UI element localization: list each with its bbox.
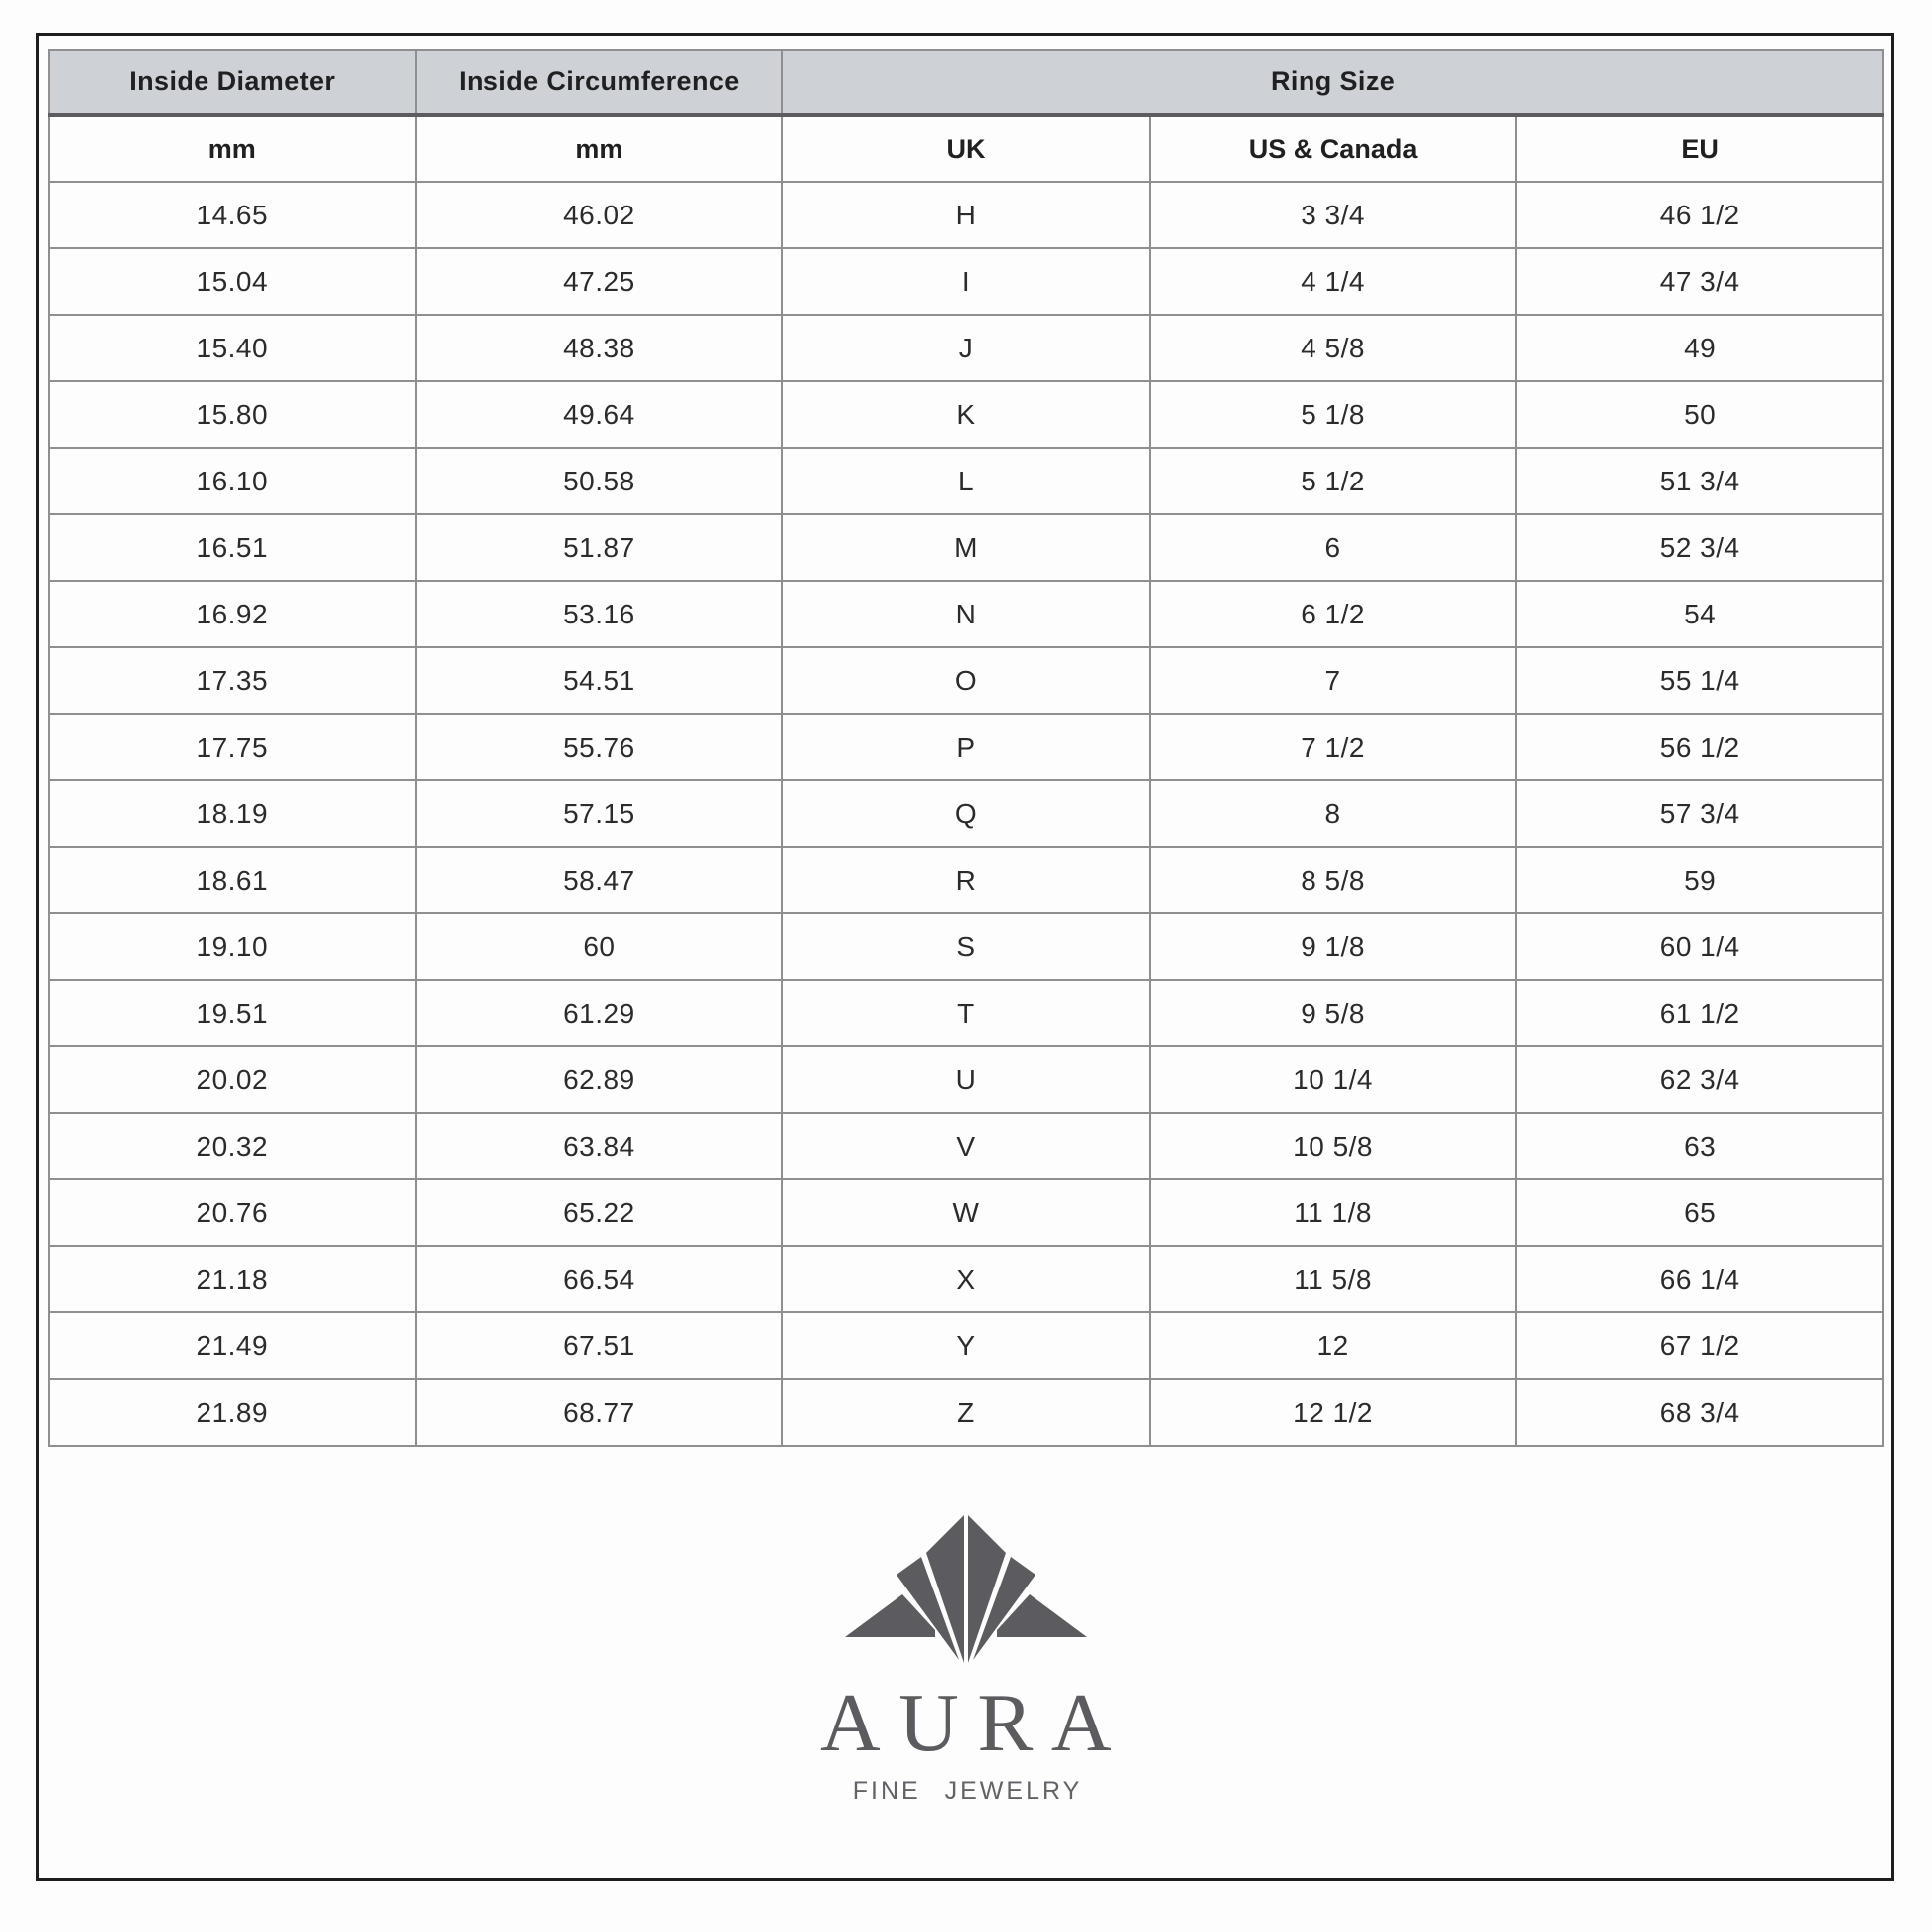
cell-uk-size: T	[782, 980, 1150, 1046]
cell-eu-size: 65	[1516, 1179, 1883, 1246]
header-inside-diameter: Inside Diameter	[49, 50, 416, 115]
cell-eu-size: 56 1/2	[1516, 714, 1883, 780]
cell-eu-size: 50	[1516, 381, 1883, 448]
cell-circumference-mm: 62.89	[416, 1046, 783, 1113]
cell-us-canada-size: 3 3/4	[1150, 182, 1517, 248]
header-inside-circumference: Inside Circumference	[416, 50, 783, 115]
cell-us-canada-size: 10 1/4	[1150, 1046, 1517, 1113]
table-row	[49, 780, 1883, 847]
cell-eu-size: 68 3/4	[1516, 1379, 1883, 1446]
cell-circumference-mm: 50.58	[416, 448, 783, 514]
table-row	[49, 1246, 1883, 1312]
cell-circumference-mm: 58.47	[416, 847, 783, 913]
cell-circumference-mm: 67.51	[416, 1312, 783, 1379]
cell-uk-size: P	[782, 714, 1150, 780]
cell-circumference-mm: 53.16	[416, 581, 783, 647]
table-row	[49, 913, 1883, 980]
cell-diameter-mm: 18.19	[49, 780, 416, 847]
cell-eu-size: 66 1/4	[1516, 1246, 1883, 1312]
cell-uk-size: O	[782, 647, 1150, 714]
cell-circumference-mm: 66.54	[416, 1246, 783, 1312]
subheader-diameter-mm: mm	[49, 115, 416, 182]
cell-us-canada-size: 9 5/8	[1150, 980, 1517, 1046]
cell-eu-size: 51 3/4	[1516, 448, 1883, 514]
cell-uk-size: Z	[782, 1379, 1150, 1446]
cell-diameter-mm: 20.32	[49, 1113, 416, 1179]
cell-diameter-mm: 15.80	[49, 381, 416, 448]
cell-diameter-mm: 21.18	[49, 1246, 416, 1312]
table-row	[49, 448, 1883, 514]
cell-circumference-mm: 55.76	[416, 714, 783, 780]
cell-diameter-mm: 17.75	[49, 714, 416, 780]
cell-diameter-mm: 16.10	[49, 448, 416, 514]
cell-uk-size: R	[782, 847, 1150, 913]
cell-uk-size: H	[782, 182, 1150, 248]
subheader-us-canada: US & Canada	[1150, 115, 1517, 182]
cell-us-canada-size: 7 1/2	[1150, 714, 1517, 780]
cell-diameter-mm: 15.40	[49, 315, 416, 381]
cell-us-canada-size: 5 1/8	[1150, 381, 1517, 448]
subheader-circumference-mm: mm	[416, 115, 783, 182]
table-row	[49, 1379, 1883, 1446]
header-group-row	[49, 50, 1883, 115]
art-deco-fan-icon	[839, 1507, 1093, 1670]
brand-logo	[0, 1507, 1932, 1804]
cell-circumference-mm: 63.84	[416, 1113, 783, 1179]
cell-us-canada-size: 6	[1150, 514, 1517, 581]
table-row	[49, 847, 1883, 913]
cell-diameter-mm: 20.02	[49, 1046, 416, 1113]
table-row	[49, 182, 1883, 248]
cell-us-canada-size: 7	[1150, 647, 1517, 714]
cell-us-canada-size: 11 1/8	[1150, 1179, 1517, 1246]
cell-diameter-mm: 16.51	[49, 514, 416, 581]
cell-us-canada-size: 5 1/2	[1150, 448, 1517, 514]
cell-us-canada-size: 12 1/2	[1150, 1379, 1517, 1446]
cell-us-canada-size: 4 1/4	[1150, 248, 1517, 315]
cell-eu-size: 54	[1516, 581, 1883, 647]
cell-eu-size: 57 3/4	[1516, 780, 1883, 847]
cell-circumference-mm: 47.25	[416, 248, 783, 315]
cell-eu-size: 67 1/2	[1516, 1312, 1883, 1379]
cell-uk-size: N	[782, 581, 1150, 647]
table-row	[49, 714, 1883, 780]
cell-uk-size: U	[782, 1046, 1150, 1113]
table-row	[49, 647, 1883, 714]
brand-tagline: FINE JEWELRY	[852, 1777, 1083, 1805]
cell-eu-size: 47 3/4	[1516, 248, 1883, 315]
table-row	[49, 581, 1883, 647]
header-ring-size: Ring Size	[782, 50, 1883, 115]
cell-eu-size: 62 3/4	[1516, 1046, 1883, 1113]
cell-circumference-mm: 51.87	[416, 514, 783, 581]
cell-circumference-mm: 54.51	[416, 647, 783, 714]
cell-circumference-mm: 49.64	[416, 381, 783, 448]
table-row	[49, 1113, 1883, 1179]
cell-diameter-mm: 21.49	[49, 1312, 416, 1379]
cell-diameter-mm: 14.65	[49, 182, 416, 248]
cell-eu-size: 55 1/4	[1516, 647, 1883, 714]
table-body	[49, 182, 1883, 1446]
cell-diameter-mm: 19.10	[49, 913, 416, 980]
cell-diameter-mm: 19.51	[49, 980, 416, 1046]
cell-us-canada-size: 8 5/8	[1150, 847, 1517, 913]
cell-us-canada-size: 12	[1150, 1312, 1517, 1379]
cell-eu-size: 52 3/4	[1516, 514, 1883, 581]
table-row	[49, 315, 1883, 381]
cell-diameter-mm: 18.61	[49, 847, 416, 913]
cell-diameter-mm: 17.35	[49, 647, 416, 714]
cell-uk-size: V	[782, 1113, 1150, 1179]
cell-uk-size: Y	[782, 1312, 1150, 1379]
table-row	[49, 1312, 1883, 1379]
table-row	[49, 1046, 1883, 1113]
cell-eu-size: 49	[1516, 315, 1883, 381]
cell-circumference-mm: 65.22	[416, 1179, 783, 1246]
table-row	[49, 381, 1883, 448]
cell-us-canada-size: 8	[1150, 780, 1517, 847]
cell-eu-size: 46 1/2	[1516, 182, 1883, 248]
cell-circumference-mm: 68.77	[416, 1379, 783, 1446]
cell-us-canada-size: 4 5/8	[1150, 315, 1517, 381]
table-row	[49, 248, 1883, 315]
cell-diameter-mm: 20.76	[49, 1179, 416, 1246]
cell-eu-size: 63	[1516, 1113, 1883, 1179]
cell-uk-size: I	[782, 248, 1150, 315]
cell-us-canada-size: 6 1/2	[1150, 581, 1517, 647]
subheader-eu: EU	[1516, 115, 1883, 182]
cell-uk-size: W	[782, 1179, 1150, 1246]
cell-diameter-mm: 15.04	[49, 248, 416, 315]
table-row	[49, 1179, 1883, 1246]
brand-name: AURA	[820, 1677, 1130, 1769]
table-row	[49, 980, 1883, 1046]
ring-size-chart-table	[48, 49, 1884, 1447]
cell-uk-size: J	[782, 315, 1150, 381]
cell-us-canada-size: 9 1/8	[1150, 913, 1517, 980]
cell-circumference-mm: 46.02	[416, 182, 783, 248]
cell-uk-size: L	[782, 448, 1150, 514]
subheader-uk: UK	[782, 115, 1150, 182]
table-row	[49, 514, 1883, 581]
cell-uk-size: K	[782, 381, 1150, 448]
cell-uk-size: X	[782, 1246, 1150, 1312]
cell-eu-size: 59	[1516, 847, 1883, 913]
cell-uk-size: M	[782, 514, 1150, 581]
cell-circumference-mm: 61.29	[416, 980, 783, 1046]
cell-circumference-mm: 60	[416, 913, 783, 980]
cell-eu-size: 61 1/2	[1516, 980, 1883, 1046]
cell-diameter-mm: 21.89	[49, 1379, 416, 1446]
cell-uk-size: Q	[782, 780, 1150, 847]
cell-eu-size: 60 1/4	[1516, 913, 1883, 980]
cell-uk-size: S	[782, 913, 1150, 980]
cell-circumference-mm: 48.38	[416, 315, 783, 381]
cell-diameter-mm: 16.92	[49, 581, 416, 647]
subheader-row	[49, 115, 1883, 182]
cell-circumference-mm: 57.15	[416, 780, 783, 847]
cell-us-canada-size: 10 5/8	[1150, 1113, 1517, 1179]
cell-us-canada-size: 11 5/8	[1150, 1246, 1517, 1312]
